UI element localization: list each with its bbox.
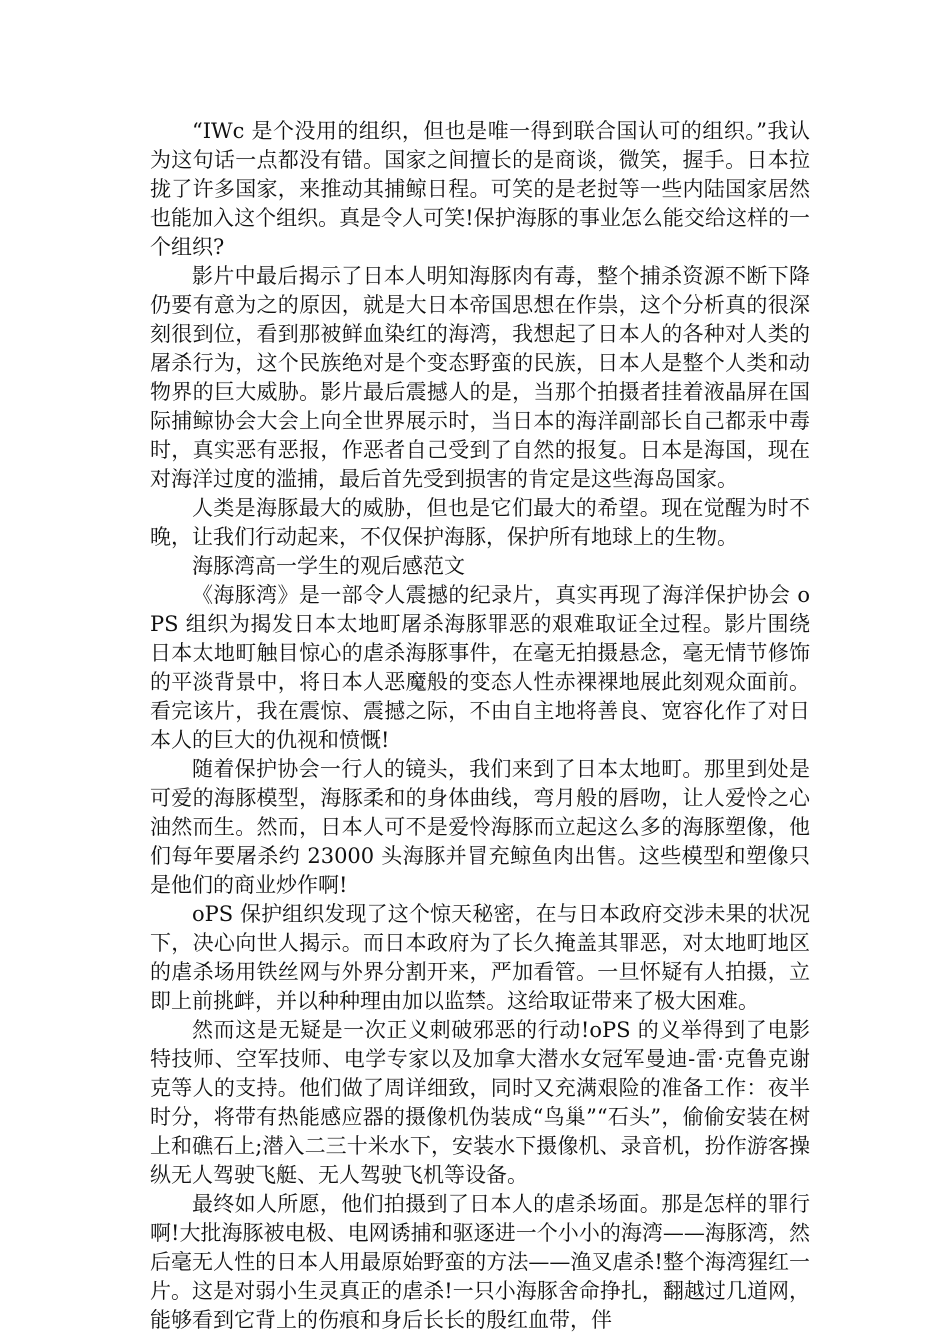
paragraph-iwc: “IWc 是个没用的组织，但也是唯一得到联合国认可的组织。”我认为这句话一点都没有错。国家之间擅长的是商谈，微笑，握手。日本拉拢了许多国家，来推动其捕鲸日程。可笑的是老挝等一些内陆国家居然也能加入这个组织。真是令人可笑!保护海豚的事业怎么能交给这样的一个组织? — [150, 119, 810, 259]
paragraph-film-reveal: 影片中最后揭示了日本人明知海豚肉有毒，整个捕杀资源不断下降仍要有意为之的原因，就是大日本帝国思想在作祟，这个分析真的很深刻很到位，看到那被鲜血染红的海湾，我想起了日本人的各种对人类的屠杀行为，这个民族绝对是个变态野蛮的民族，日本人是整个人类和动物界的巨大威胁。影片最后震撼人的是，当那个拍摄者挂着液晶屏在国际捕鲸协会大会上向全世界展示时，当日本的海洋副部长自己都汞中毒时，真实恶有恶报，作恶者自己受到了自然的报复。日本是海国，现在对海洋过度的滥捕，最后首先受到损害的肯定是这些海岛国家。 — [150, 264, 810, 491]
paragraph-taiji-town: 随着保护协会一行人的镜头，我们来到了日本太地町。那里到处是可爱的海豚模型，海豚柔和的身体曲线，弯月般的唇吻，让人爱怜之心油然而生。然而，日本人可不是爱怜海豚而立起这么多的海豚塑像，他们每年要屠杀约 23000 头海豚并冒充鲸鱼肉出售。这些模型和塑像只是他们的商业炒作啊! — [150, 757, 810, 897]
paragraph-ops-discovery: oPS 保护组织发现了这个惊天秘密，在与日本政府交涉未果的状况下，决心向世人揭示。而日本政府为了长久掩盖其罪恶，对太地町地区的虐杀场用铁丝网与外界分割开来，严加看管。一旦怀疑有人拍摄，立即上前挑衅，并以种种理由加以监禁。这给取证带来了极大困难。 — [150, 902, 810, 1013]
paragraph-justice-action: 然而这是无疑是一次正义刺破邪恶的行动!oPS 的义举得到了电影特技师、空军技师、电学专家以及加拿大潜水女冠军曼迪-雷·克鲁克谢克等人的支持。他们做了周详细致，同时又充满艰险的准备工作：夜半时分，将带有热能感应器的摄像机伪装成“鸟巢”“石头”，偷偷安装在树上和礁石上;潜入二三十米水下，安装水下摄像机、录音机，扮作游客操纵无人驾驶飞艇、无人驾驶飞机等设备。 — [150, 1018, 810, 1187]
paragraph-slaughter-footage: 最终如人所愿，他们拍摄到了日本人的虐杀场面。那是怎样的罪行啊!大批海豚被电极、电网诱捕和驱逐进一个小小的海湾——海豚湾，然后毫无人性的日本人用最原始野蛮的方法——渔叉虐杀!整个海湾猩红一片。这是对弱小生灵真正的虐杀!一只小海豚舍命挣扎，翻越过几道网，能够看到它背上的伤痕和身后长长的殷红血带，伴 — [150, 1192, 810, 1332]
section-heading: 海豚湾高一学生的观后感范文 — [192, 554, 465, 578]
document-body — [150, 117, 810, 1335]
paragraph-human-threat: 人类是海豚最大的威胁，但也是它们最大的希望。现在觉醒为时不晚，让我们行动起来，不仅保护海豚，保护所有地球上的生物。 — [150, 496, 810, 549]
paragraph-documentary-intro: 《海豚湾》是一部令人震撼的纪录片，真实再现了海洋保护协会 oPS 组织为揭发日本太地町屠杀海豚罪恶的艰难取证全过程。影片围绕日本太地町触目惊心的虐杀海豚事件，在毫无拍摄悬念，毫无情节修饰的平淡背景中，将日本人恶魔般的变态人性赤裸裸地展此刻观众面前。看完该片，我在震惊、震撼之际，不由自主地将善良、宽容化作了对日本人的巨大的仇视和愤慨! — [150, 583, 810, 752]
